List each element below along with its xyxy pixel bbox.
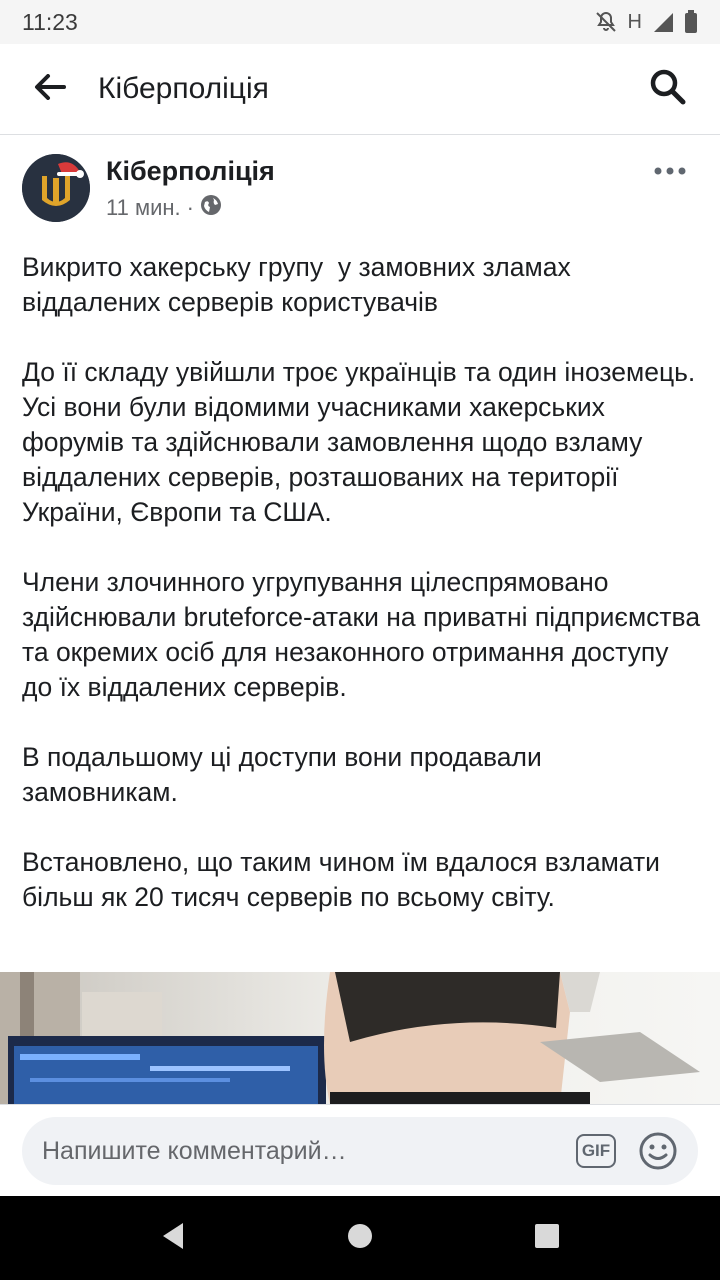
status-bar xyxy=(0,0,720,44)
network-type: H xyxy=(627,10,642,33)
nav-recents-button[interactable] xyxy=(517,1208,577,1268)
globe-icon xyxy=(200,194,222,222)
post-paragraph: В подальшому ці доступи вони продавали замовникам. xyxy=(22,742,550,807)
avatar[interactable] xyxy=(22,154,90,222)
post-paragraph: До її складу увійшли троє українців та один іноземець. Усі вони були відомими учасниками хакерських форумів та здійснювали замовлення щодо взламу віддалених серверів, розташованих на території України, Європи та США. xyxy=(22,357,703,527)
post-paragraph: Встановлено, що таким чином їм вдалося взламати більш як 20 тисяч серверів по всьому світу. xyxy=(22,847,668,912)
system-nav-bar xyxy=(0,1196,720,1280)
recents-square-icon xyxy=(534,1223,560,1254)
home-circle-icon xyxy=(346,1222,374,1255)
app-bar xyxy=(0,44,720,135)
post-body xyxy=(22,250,708,915)
page-name[interactable]: Кіберполіція xyxy=(106,156,275,186)
more-dots-icon xyxy=(654,162,686,180)
post-header xyxy=(22,154,698,226)
post-paragraph: Викрито хакерську групу у замовних зламах віддалених серверів користувачів xyxy=(22,252,579,317)
back-triangle-icon xyxy=(159,1221,187,1256)
smiley-icon[interactable] xyxy=(638,1131,678,1171)
comment-bar xyxy=(0,1104,720,1196)
post-meta xyxy=(106,194,222,222)
back-arrow-icon xyxy=(34,74,66,105)
battery-icon xyxy=(684,10,698,34)
post-photo[interactable] xyxy=(0,972,720,1104)
nav-home-button[interactable] xyxy=(330,1208,390,1268)
signal-icon xyxy=(652,11,674,33)
mute-icon xyxy=(594,10,618,34)
nav-back-button[interactable] xyxy=(143,1208,203,1268)
comment-input[interactable] xyxy=(22,1117,698,1185)
post-paragraph: Члени злочинного угрупування цілеспрямовано здійснювали bruteforce-атаки на приватні підприємства та окремих осіб для незаконного отримання доступу до їх віддалених серверів. xyxy=(22,567,708,702)
post-time[interactable]: 11 мин. xyxy=(106,195,181,220)
search-icon xyxy=(649,68,687,111)
status-icons xyxy=(594,10,698,34)
page-title: Кіберполіція xyxy=(98,72,269,105)
status-time: 11:23 xyxy=(22,8,78,35)
meta-separator: · xyxy=(186,195,194,220)
search-button[interactable] xyxy=(638,59,698,119)
comment-placeholder[interactable]: Напишите комментарий… xyxy=(42,1136,347,1165)
gif-button[interactable]: GIF xyxy=(576,1134,616,1168)
back-button[interactable] xyxy=(20,59,80,119)
more-options-button[interactable] xyxy=(650,156,690,186)
